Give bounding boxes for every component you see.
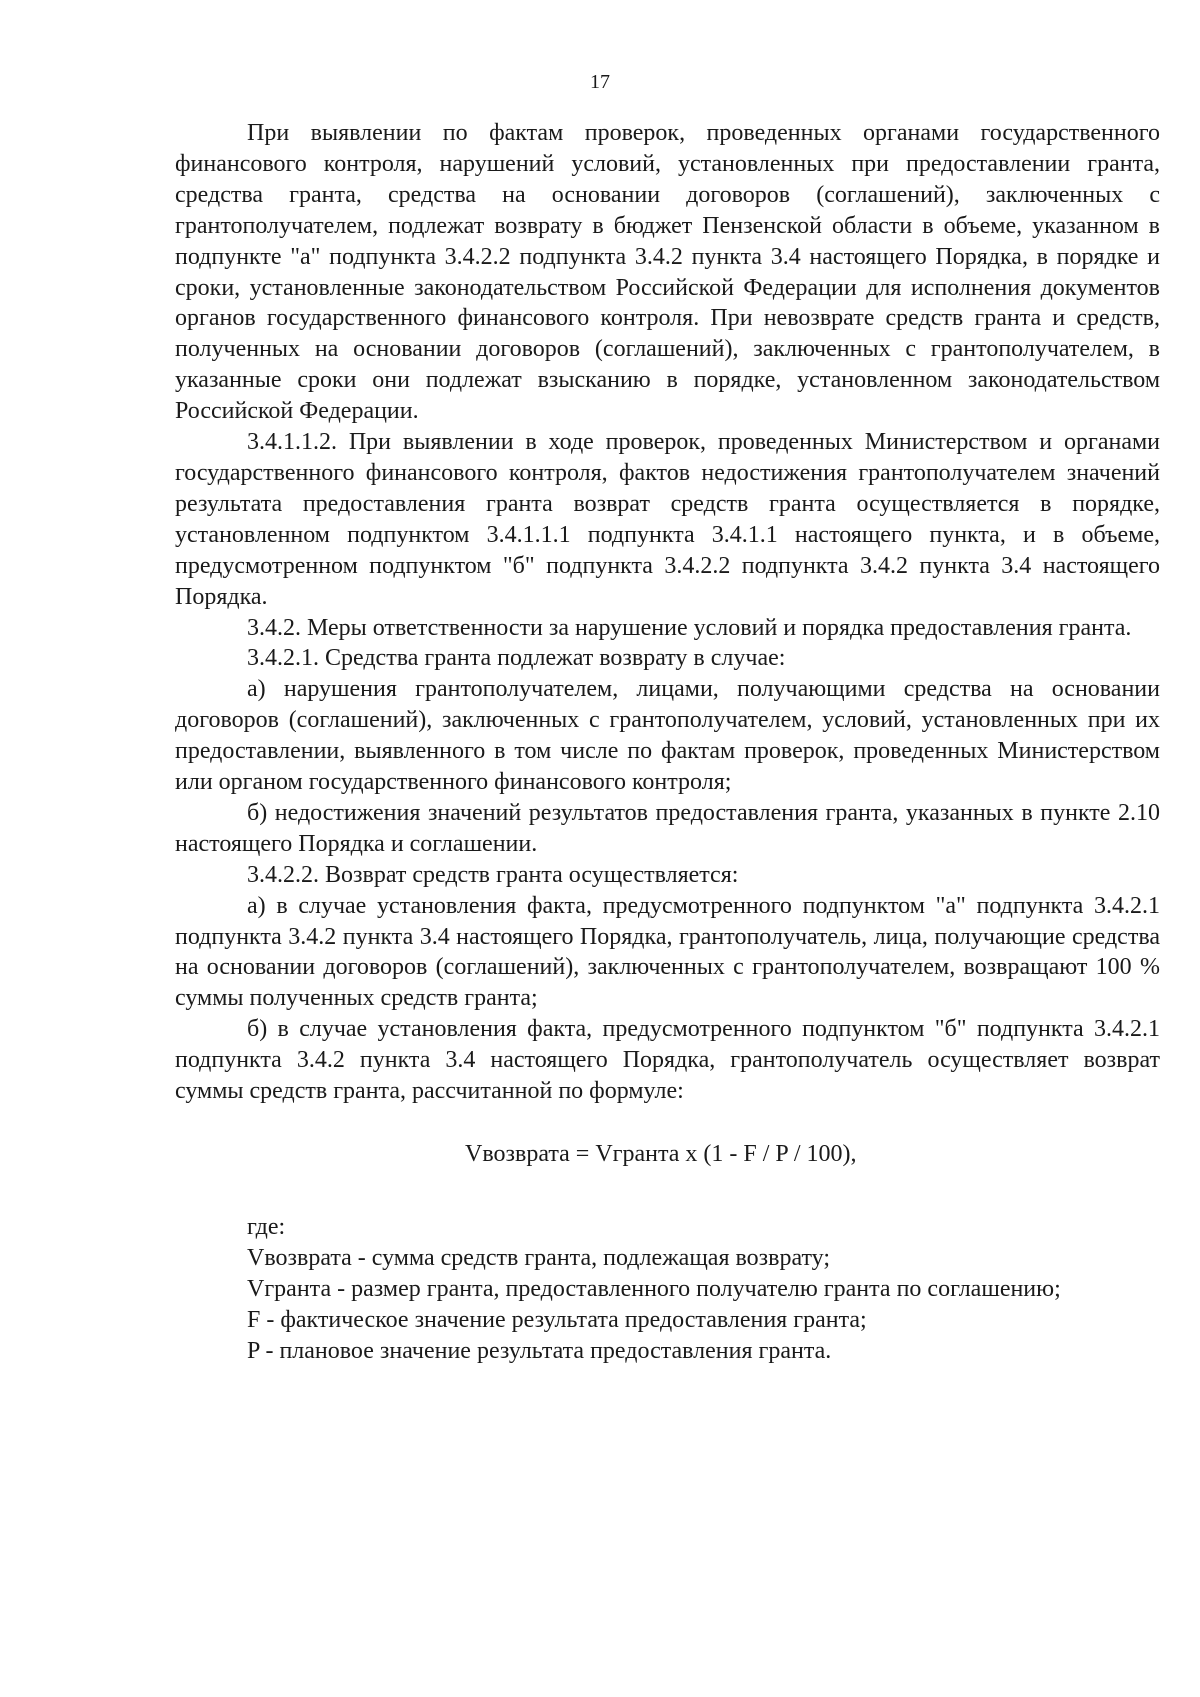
formula: Vвозврата = Vгранта x (1 - F / P / 100),: [465, 1141, 857, 1167]
paragraph: При выявлении по фактам проверок, проведенных органами государственного финансового контроля, нарушений условий, установленных при предоставлении гранта, средства гранта, средства на основании договоров (соглашений), заключенных с грантополучателем, подлежат возврату в бюджет Пензенской области в объеме, указанном в подпункте "а" подпункта 3.4.2.2 подпункта 3.4.2 пункта 3.4 настоящего Порядка, в порядке и сроки, установленные законодательством Российской Федерации для исполнения документов органов государственного финансового контроля. При невозврате средств гранта и средств, полученных на основании договоров (соглашений), заключенных с грантополучателем, в указанные сроки они подлежат взысканию в порядке, установленном законодательством Российской Федерации.: [175, 120, 1160, 425]
spacer: [175, 1202, 1160, 1212]
paragraph: б) недостижения значений результатов предоставления гранта, указанных в пункте 2.10 настоящего Порядка и соглашении.: [175, 799, 1160, 857]
paragraph: а) в случае установления факта, предусмотренного подпунктом "а" подпункта 3.4.2.1 подпункта 3.4.2 пункта 3.4 настоящего Порядка, грантополучатель, лица, получающие средства на основании договоров (соглашений), заключенных с грантополучателем, возвращают 100 % суммы полученных средств гранта;: [175, 892, 1160, 1012]
paragraph: б) в случае установления факта, предусмотренного подпунктом "б" подпункта 3.4.2.1 подпункта 3.4.2 пункта 3.4 настоящего Порядка, грантополучатель осуществляет возврат суммы средств гранта, рассчитанной по формуле:: [175, 1016, 1160, 1105]
paragraph: P - плановое значение результата предоставления гранта.: [247, 1337, 832, 1364]
paragraph: где:: [247, 1213, 286, 1240]
paragraph: 3.4.2.2. Возврат средств гранта осуществляется:: [247, 861, 739, 888]
page-number: 17: [590, 71, 610, 93]
document-body: [175, 118, 1160, 1366]
paragraph: 3.4.2.1. Средства гранта подлежат возврату в случае:: [247, 645, 786, 672]
paragraph: 3.4.2. Меры ответственности за нарушение условий и порядка предоставления гранта.: [247, 614, 1132, 641]
paragraph: 3.4.1.1.2. При выявлении в ходе проверок, проведенных Министерством и органами государственного финансового контроля, фактов недостижения грантополучателем значений результата предоставления гранта возврат средств гранта осуществляется в порядке, установленном подпунктом 3.4.1.1.1 подпункта 3.4.1.1 настоящего пункта, и в объеме, предусмотренном подпунктом "б" подпункта 3.4.2.2 подпункта 3.4.2 пункта 3.4 настоящего Порядка.: [175, 429, 1160, 610]
paragraph: Vгранта - размер гранта, предоставленного получателю гранта по соглашению;: [247, 1275, 1061, 1302]
paragraph: а) нарушения грантополучателем, лицами, получающими средства на основании договоров (соглашений), заключенных с грантополучателем, условий, установленных при их предоставлении, выявленного в том числе по фактам проверок, проведенных Министерством или органом государственного финансового контроля;: [175, 676, 1160, 796]
paragraph: Vвозврата - сумма средств гранта, подлежащая возврату;: [247, 1244, 831, 1271]
paragraph: F - фактическое значение результата предоставления гранта;: [247, 1306, 867, 1333]
